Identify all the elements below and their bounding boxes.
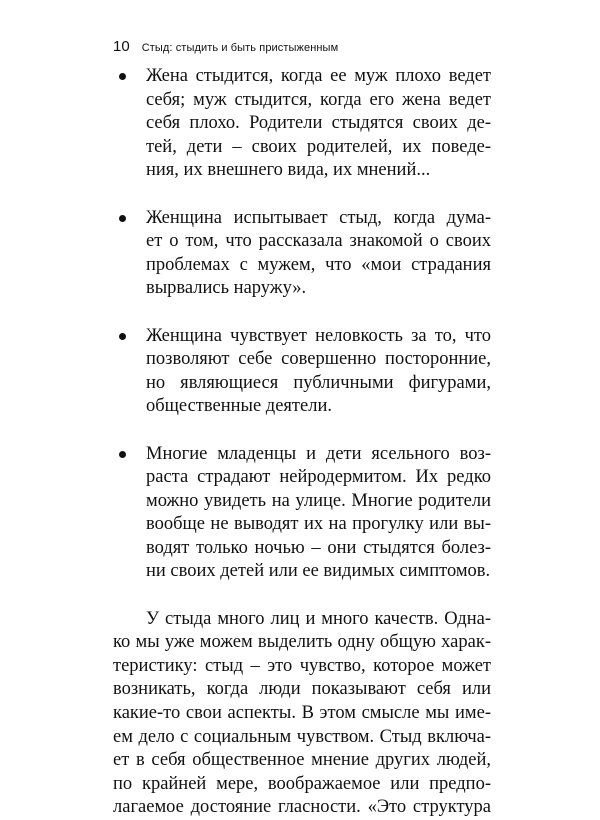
text-line: можно увидеть на улице. Многие родители	[146, 490, 491, 511]
body-paragraph	[113, 608, 491, 820]
text-line: но являющиеся публичными фигурами,	[146, 372, 491, 393]
text-line: Женщина испытывает стыд, когда дума-	[146, 207, 491, 228]
text-line: ет о том, что рассказала знакомой о своих	[146, 231, 491, 252]
text-line: вообще не выводят их на прогулку или вы-	[146, 514, 491, 535]
text-line: Жена стыдится, когда ее муж плохо ведет	[146, 66, 491, 86]
text-line: лагаемое достояние гласности. «Это структура	[113, 797, 491, 818]
running-head: Стыд: стыдить и быть пристыженным	[141, 42, 339, 54]
text-line: ни своих детей или ее видимых симптомов.	[146, 561, 491, 582]
bullet-list	[113, 65, 491, 584]
page-number: 10	[113, 38, 130, 55]
text-line: ния, их внешнего вида, их мнений...	[146, 160, 431, 181]
text-line: ем дело с социальным чувством. Стыд включа-	[113, 726, 491, 747]
bullet-dot-icon	[119, 333, 126, 340]
text-line: себя плохо. Родители стыдятся своих де-	[146, 113, 491, 134]
text-line: Женщина чувствует неловкость за то, что	[146, 325, 491, 346]
bullet-item	[113, 65, 491, 183]
text-line: позволяют себе совершенно посторонние,	[146, 349, 491, 370]
text-line: Многие младенцы и дети ясельного воз-	[146, 443, 491, 464]
text-line: ет в себя общественное мнение других людей,	[113, 750, 491, 771]
text-line: общественные деятели.	[146, 396, 332, 417]
text-line: по крайней мере, воображаемое или предпо-	[113, 773, 491, 794]
page-header	[113, 38, 338, 60]
text-line: водят только ночью – они стыдятся болез-	[146, 537, 491, 558]
text-line: какие-то свои аспекты. В этом смысле мы име-	[113, 703, 491, 724]
bullet-dot-icon	[119, 73, 126, 80]
bullet-item	[113, 207, 491, 301]
text-line: себя; муж стыдится, когда его жена ведет	[146, 89, 491, 110]
text-line: ко мы уже можем выделить одну общую харак-	[113, 632, 491, 653]
text-line: теристику: стыд – это чувство, которое может	[113, 655, 491, 676]
text-line: возникать, когда люди показывают себя или	[113, 679, 491, 700]
bullet-item	[113, 443, 491, 585]
text-line: У стыда много лиц и много качеств. Одна-	[146, 608, 491, 629]
text-line: вырвались наружу».	[146, 278, 307, 299]
text-line: раста страдают нейродермитом. Их редко	[146, 467, 491, 488]
text-line: тей, дети – своих родителей, их поведе-	[146, 136, 491, 157]
bullet-dot-icon	[119, 215, 126, 222]
bullet-item	[113, 325, 491, 419]
bullet-dot-icon	[119, 451, 126, 458]
text-line: проблемах с мужем, что «мои страдания	[146, 254, 491, 275]
page-body	[113, 65, 491, 820]
